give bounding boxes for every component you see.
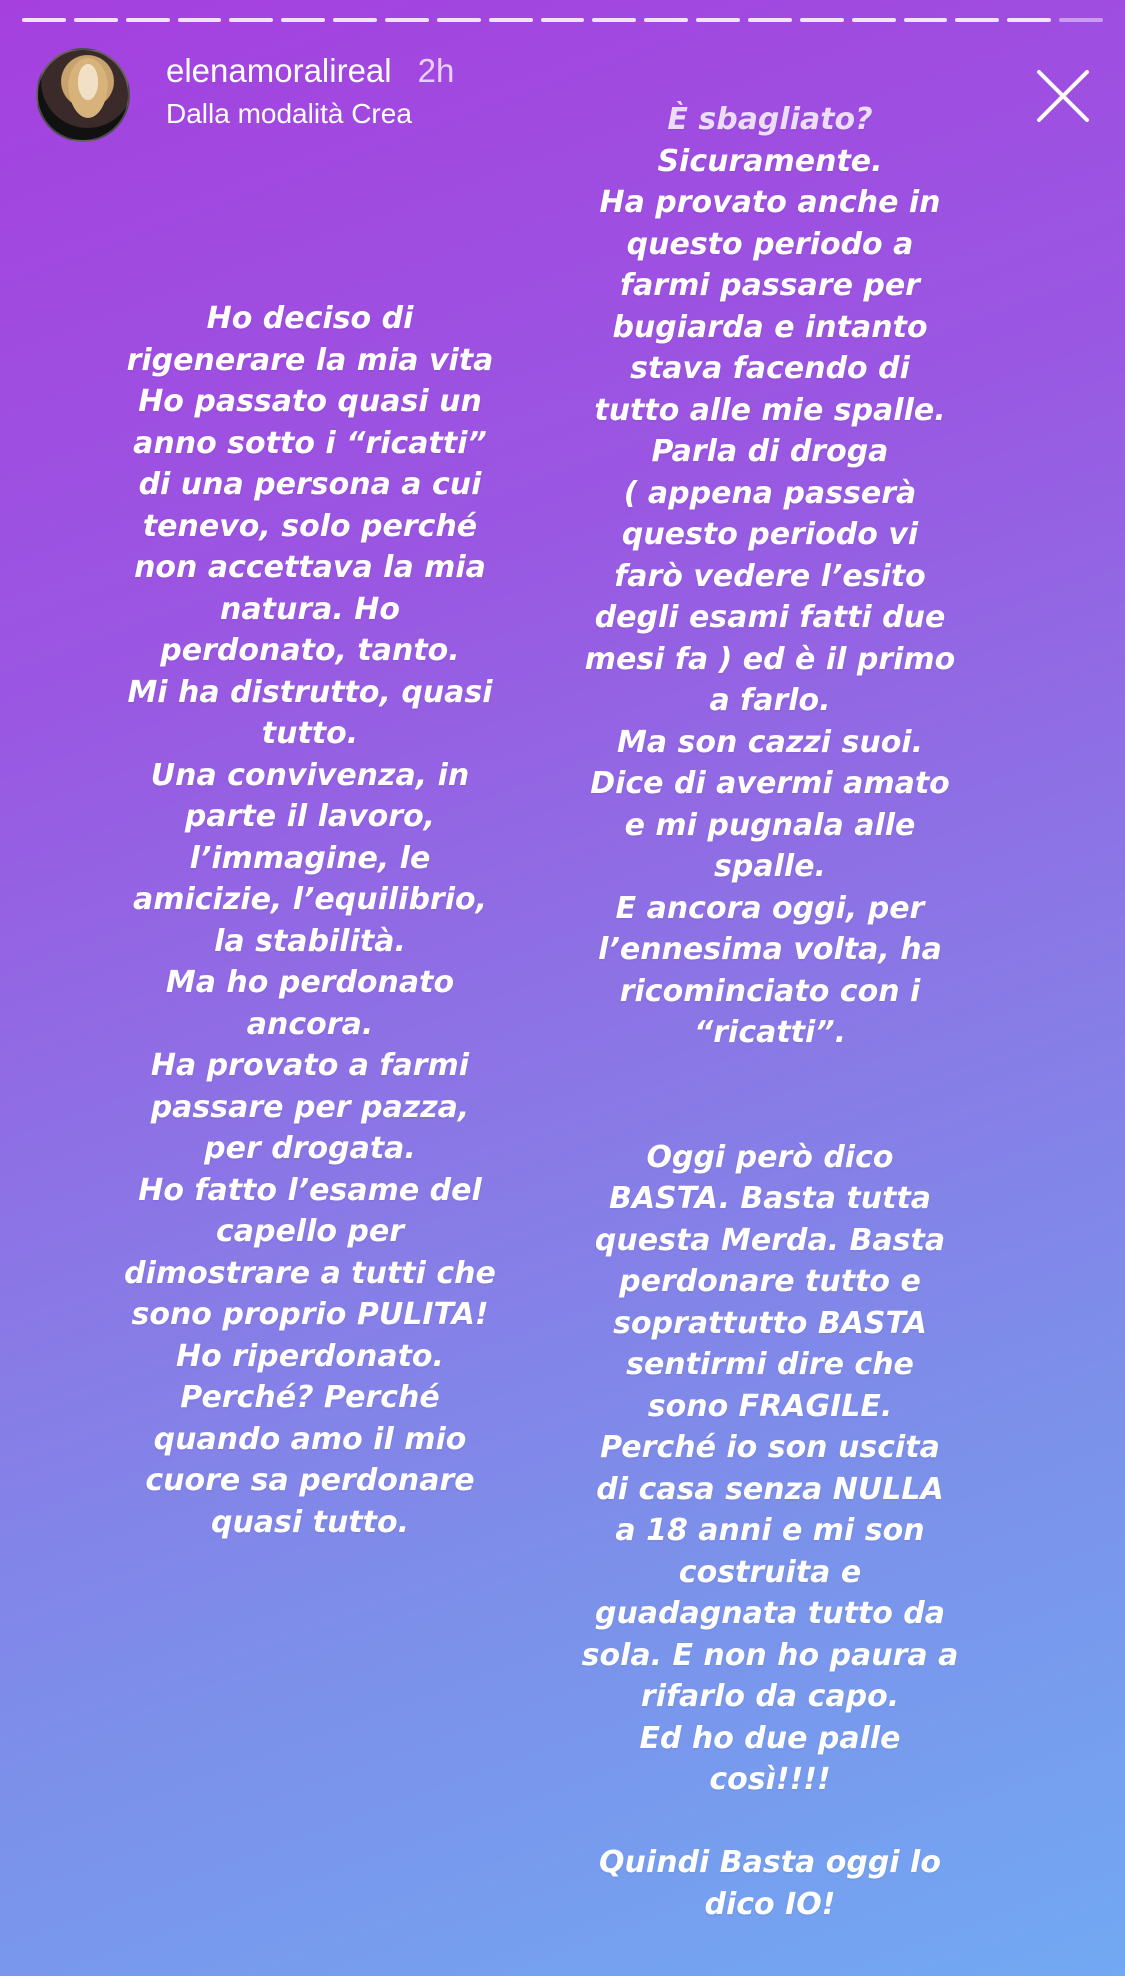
story-text-line: costruita e [678,1554,862,1590]
story-text-line: Oggi però dico [646,1139,894,1175]
story-text-line: bugiarda e intanto [612,309,928,345]
story-text-line: “ricatti”. [693,1015,847,1050]
progress-segment [592,18,636,22]
story-text-line: dico IO! [704,1886,836,1922]
progress-segment [955,18,999,22]
story-text-line: di una persona a cui [138,467,482,502]
story-subtitle: Dalla modalità Crea [166,98,412,129]
story-text-line: a farlo. [709,683,831,718]
story-text-line: Ha provato a farmi [150,1048,470,1083]
story-text-line: stava facendo di [630,351,910,386]
story-text-line: l’immagine, le [189,840,431,876]
story-text-line: anno sotto i “ricatti” [133,425,487,461]
story-text-line: sola. E non ho paura a [581,1637,959,1673]
story-text-line: così!!!! [709,1762,831,1797]
story-text-line: ricominciato con i [619,973,921,1009]
story-text-line [540,1095,1000,1137]
story-text-line: Ma son cazzi suoi. [617,724,923,760]
story-text-line: l’ennesima volta, ha [598,932,942,967]
story-text-line: passare per pazza, [150,1089,470,1125]
header-text [166,52,454,130]
story-text-line: Una convivenza, in [150,757,470,793]
story-header [36,48,454,142]
story-text-line: perdonato, tanto. [160,633,460,668]
story-text-line: rigenerare la mia vita [126,342,494,378]
post-time: 2h [417,52,455,89]
story-text-line: Ho passato quasi un [138,384,482,419]
story-text-line: farmi passare per [620,268,920,303]
story-text-line: sono proprio PULITA! [131,1297,489,1332]
progress-segment [385,18,429,22]
story-text-line: Sicuramente. [657,143,883,179]
progress-segment [281,18,325,22]
story-progress-bar [22,18,1103,22]
story-text-line: quasi tutto. [210,1504,410,1540]
progress-segment [229,18,273,22]
story-text-line: amicizie, l’equilibrio, [132,882,488,917]
story-text-line: spalle. [714,849,826,884]
progress-segment [696,18,740,22]
story-text-line: farò vedere l’esito [614,558,926,594]
story-text-line: dimostrare a tutti che [124,1255,496,1291]
story-text-line: Ed ho due palle [639,1720,901,1756]
story-text-line: parte il lavoro, [184,799,436,834]
progress-segment [904,18,948,22]
story-text-line: guadagnata tutto da [594,1596,946,1631]
story-text-line: tutto. [261,716,359,751]
story-text-line: Mi ha distrutto, quasi [127,674,493,710]
story-text-left-column [100,298,520,1543]
story-text-line: BASTA. Basta tutta [608,1181,932,1216]
progress-segment [748,18,792,22]
user-row [166,52,454,90]
story-text-line: E ancora oggi, per [615,890,925,926]
story-text-line: la stabilità. [214,923,406,959]
story-text-line: questo periodo a [626,226,914,262]
story-text-line: mesi fa ) ed è il primo [584,641,956,677]
story-text-line: ( appena passerà [623,475,917,511]
story-text-line: ancora. [246,1006,374,1042]
story-text-line: Ho riperdonato. [176,1338,444,1374]
story-text-line: Ho deciso di [206,301,414,336]
progress-segment [178,18,222,22]
story-text-line: di casa senza NULLA [596,1471,944,1507]
story-text-line: questa Merda. Basta [594,1222,946,1258]
progress-segment [800,18,844,22]
progress-segment [1007,18,1051,22]
story-text-line: quando amo il mio [153,1421,467,1457]
story-text-line: degli esami fatti due [594,600,946,635]
close-icon [1035,68,1091,124]
progress-segment [126,18,170,22]
avatar[interactable] [36,48,130,142]
story-text-line: cuore sa perdonare [145,1463,475,1498]
progress-segment [852,18,896,22]
progress-segment [644,18,688,22]
story-text-line [540,1801,1000,1843]
progress-segment [74,18,118,22]
story-text-line: sentirmi dire che [626,1347,914,1382]
progress-segment [437,18,481,22]
story-text-line: natura. Ho [220,591,400,627]
story-text-line: Parla di droga [651,434,889,469]
story-text-line: soprattutto BASTA [613,1305,927,1341]
story-text-line: Quindi Basta oggi lo [599,1845,941,1880]
progress-segment [333,18,377,22]
story-text-line: È sbagliato? [667,102,873,137]
username[interactable]: elenamoralireal [166,52,392,89]
story-text-line: Dice di avermi amato [590,766,950,801]
progress-segment [541,18,585,22]
story-text-line: Ma ho perdonato [165,965,455,1000]
story-text-line: per drogata. [204,1131,416,1166]
story-text-line: Ho fatto l’esame del [138,1172,482,1208]
story-text-line: e mi pugnala alle [624,807,916,843]
story-text-line [540,1054,1000,1096]
story-text-line: sono FRAGILE. [647,1388,893,1424]
story-text-line: a 18 anni e mi son [615,1513,925,1548]
story-text-line: questo periodo vi [621,517,919,552]
close-button[interactable] [1035,68,1091,124]
story-text-line: capello per [215,1214,405,1249]
story-text-line: tutto alle mie spalle. [594,392,946,428]
progress-segment [1059,18,1103,22]
progress-segment [22,18,66,22]
story-text-line: perdonare tutto e [619,1264,921,1299]
story-text-line: Ha provato anche in [599,185,941,220]
story-text-line: rifarlo da capo. [640,1679,900,1714]
story-text-line: tenevo, solo perché [142,508,478,544]
story-text-line: non accettava la mia [134,550,486,585]
story-text-line: Perché io son uscita [600,1430,940,1465]
story-text-line: Perché? Perché [180,1380,440,1415]
story-text-right-column [540,99,1000,1925]
progress-segment [489,18,533,22]
